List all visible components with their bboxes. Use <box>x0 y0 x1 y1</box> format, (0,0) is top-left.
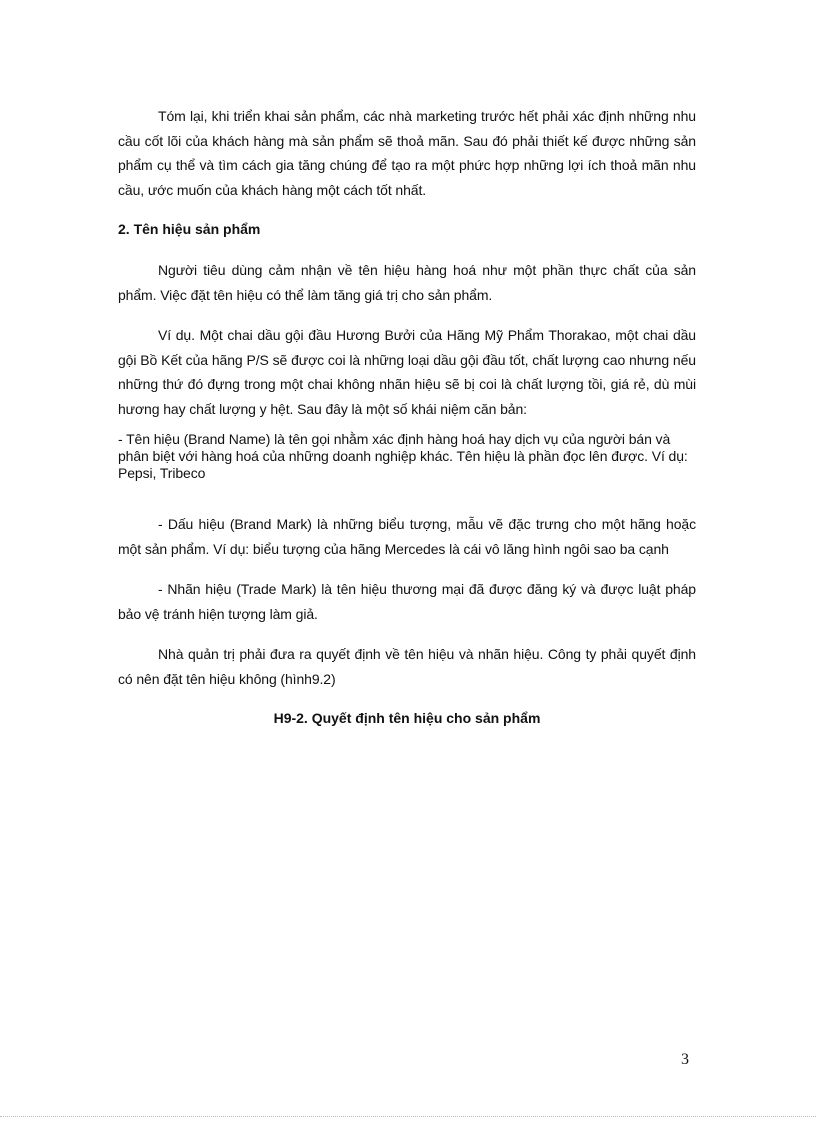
brand-mark-definition: - Dấu hiệu (Brand Mark) là những biểu tượng, mẫu vẽ đặc trưng cho một hãng hoặc một sản phẩm. Ví dụ: biểu tượng của hãng Mercedes là cái vô lăng hình ngôi sao ba cạnh <box>118 516 696 557</box>
brand-perception-paragraph: Người tiêu dùng cảm nhận về tên hiệu hàng hoá như một phần thực chất của sản phẩm. Việc đặt tên hiệu có thể làm tăng giá trị cho sản phẩm. <box>118 262 696 303</box>
example-paragraph: Ví dụ. Một chai dầu gội đầu Hương Bưởi của Hãng Mỹ Phẩm Thorakao, một chai dầu gội Bồ Kết của hãng P/S sẽ được coi là những loại dầu gội đầu tốt, chất lượng cao nhưng nếu những thứ đó đựng trong một chai không nhãn hiệu sẽ bị coi là chất lượng tồi, giá rẻ, dù mùi hương hay chất lượng y hệt. Sau đây là một số khái niệm căn bản: <box>118 327 696 417</box>
page-number: 3 <box>681 1051 689 1068</box>
page-content <box>118 104 696 729</box>
trade-mark-definition: - Nhãn hiệu (Trade Mark) là tên hiệu thương mại đã được đăng ký và được luật pháp bảo vệ tránh hiện tượng làm giả. <box>118 581 696 622</box>
brand-name-definition: - Tên hiệu (Brand Name) là tên gọi nhằm xác định hàng hoá hay dịch vụ của người bán và phân biệt với hàng hoá của những doanh nghiệp khác. Tên hiệu là phần đọc lên được. Ví dụ: Pepsi, Tribeco <box>118 431 688 481</box>
section-heading: 2. Tên hiệu sản phẩm <box>118 221 261 237</box>
summary-paragraph: Tóm lại, khi triển khai sản phẩm, các nhà marketing trước hết phải xác định những nhu cầu cốt lõi của khách hàng mà sản phẩm sẽ thoả mãn. Sau đó phải thiết kế được những sản phẩm cụ thể và tìm cách gia tăng chúng để tạo ra một phức hợp những lợi ích thoả mãn nhu cầu, ước muốn của khách hàng một cách tốt nhất. <box>118 108 696 198</box>
closing-paragraph: Nhà quản trị phải đưa ra quyết định về tên hiệu và nhãn hiệu. Công ty phải quyết định có nên đặt tên hiệu không (hình9.2) <box>118 646 696 687</box>
page-bottom-edge <box>0 1116 816 1117</box>
figure-caption: H9-2. Quyết định tên hiệu cho sản phẩm <box>273 710 541 726</box>
